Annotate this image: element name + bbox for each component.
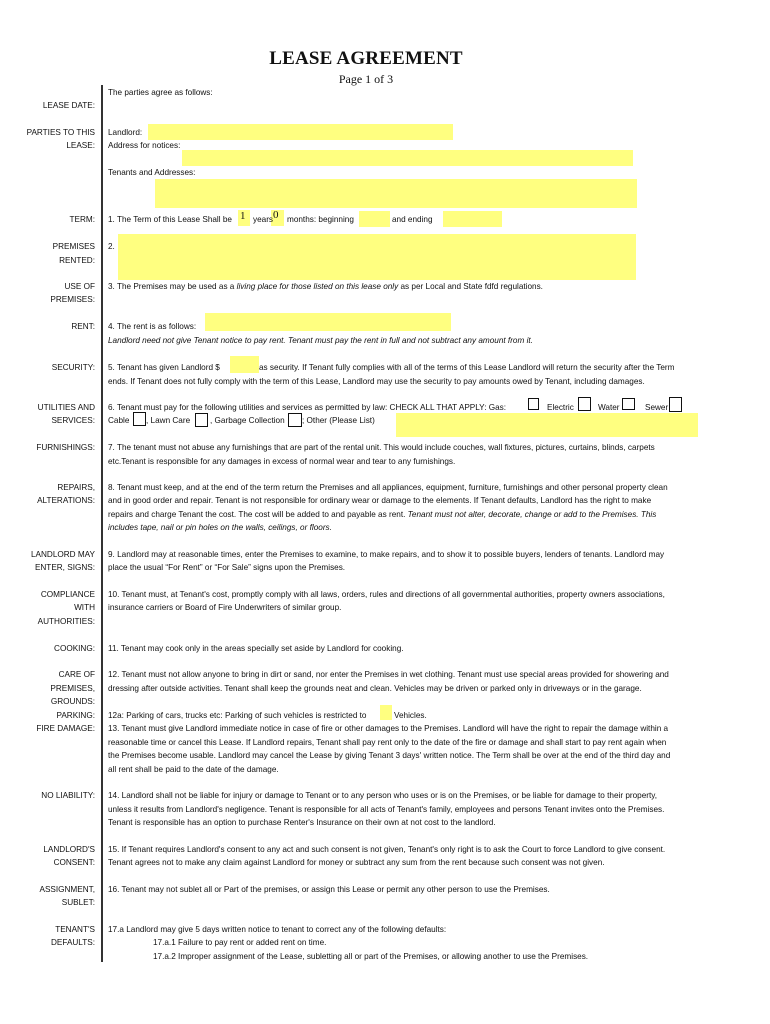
label-parking: PARKING:: [56, 711, 95, 720]
compliance-text-1: 10. Tenant must, at Tenant's cost, promptly comply with all laws, orders, rules and directions of all governmental authorities, property owners associations,: [108, 590, 665, 599]
label-repairs-2: ALTERATIONS:: [37, 496, 95, 505]
fire-text-3: the Premises become usable. Landlord may cancel the Lease by giving Tenant 3 days' written notice. The Term shall be over at the end of the third day and: [108, 751, 671, 760]
label-consent-2: CONSENT:: [53, 858, 95, 867]
label-enter-2: ENTER, SIGNS:: [34, 563, 95, 572]
term-years-label: years: [253, 215, 274, 224]
repairs-text-3: repairs and charge Tenant the cost. The cost will be added to and payable as rent. Tenant must not alter, decorate, change or add to the Premises. This: [108, 510, 657, 519]
label-parties-2: LEASE:: [66, 141, 95, 150]
furnishings-text-2: etc.Tenant is responsible for any damages in excess of normal wear and tear to any furnishings.: [108, 457, 456, 466]
label-defaults-2: DEFAULTS:: [51, 938, 95, 947]
label-care: CARE OF: [58, 670, 95, 679]
label-compliance-2: WITH: [74, 603, 95, 612]
no-liability-text-2: unless it results from Landlord's negligence. Tenant is responsible for all acts of Tenant's family, employees and persons Tenant invites onto the Premises.: [108, 805, 665, 814]
use-text: 3. The Premises may be used as a living place for those listed on this lease only as per Local and State fdfd regulations.: [108, 282, 543, 291]
label-compliance: COMPLIANCE: [40, 590, 95, 599]
months-value: 0: [273, 209, 279, 221]
security-text: 5. Tenant has given Landlord $: [108, 363, 220, 372]
address-field[interactable]: [182, 150, 633, 166]
label-compliance-3: AUTHORITIES:: [37, 617, 95, 626]
label-security: SECURITY:: [51, 363, 95, 372]
landlord-field[interactable]: [148, 124, 453, 140]
enter-text-2: place the usual “For Rent” or “For Sale” signs upon the Premises.: [108, 563, 346, 572]
garbage-checkbox[interactable]: [288, 413, 302, 427]
label-lease-date: LEASE DATE:: [42, 101, 95, 110]
rent-field[interactable]: [205, 313, 451, 331]
other-utilities-field[interactable]: [396, 413, 698, 437]
label-use-2: PREMISES:: [50, 295, 95, 304]
parking-text: 12a: Parking of cars, trucks etc: Parking of such vehicles is restricted to: [108, 711, 367, 720]
assignment-text: 16. Tenant may not sublet all or Part of the premises, or assign this Lease or permit any other person to use the Premises.: [108, 885, 550, 894]
label-furnishings: FURNISHINGS:: [36, 443, 95, 452]
label-repairs: REPAIRS,: [57, 483, 95, 492]
label-rent: RENT:: [71, 322, 95, 331]
tenants-field[interactable]: [155, 179, 637, 208]
label-defaults: TENANT'S: [55, 925, 95, 934]
garbage-label: , Garbage Collection: [210, 416, 285, 425]
rent-notice: Landlord need not give Tenant notice to pay rent. Tenant must pay the rent in full and not subtract any amount from it.: [108, 336, 533, 345]
no-liability-text-1: 14. Landlord shall not be liable for injury or damage to Tenant or to any person who uses or is on the Premises, or be liable for damage to their property,: [108, 791, 658, 800]
security-amount-field[interactable]: [230, 356, 259, 373]
fire-text-1: 13. Tenant must give Landlord immediate notice in case of fire or other damages to the Premises. Landlord will have the right to repair the damage within a: [108, 724, 669, 733]
lawn-label: , Lawn Care: [146, 416, 191, 425]
tenants-label: Tenants and Addresses:: [108, 168, 196, 177]
care-text-2: dressing after outside activities. Tenant shall keep the grounds neat and clean. Vehicles may be driven or parked only in driveways or in the garage.: [108, 684, 642, 693]
parking-text-b: Vehicles.: [394, 711, 427, 720]
label-utilities: UTILITIES AND: [37, 403, 95, 412]
furnishings-text-1: 7. The tenant must not abuse any furnishings that are part of the rental unit. This would include couches, wall fixtures, pictures, curtains, blinds, carpets: [108, 443, 655, 452]
label-utilities-2: SERVICES:: [51, 416, 95, 425]
rent-text: 4. The rent is as follows:: [108, 322, 197, 331]
defaults-text-3: 17.a.2 Improper assignment of the Lease, subletting all or part of the Premises, or allowing another to use the Premises.: [153, 952, 589, 961]
address-label: Address for notices:: [108, 141, 181, 150]
label-premises-2: RENTED:: [59, 256, 95, 265]
label-premises: PREMISES: [52, 242, 95, 251]
premises-number: 2.: [108, 242, 115, 251]
label-care-2: PREMISES,: [50, 684, 95, 693]
repairs-text-4: includes tape, nail or pin holes on the walls, ceilings, or floors.: [108, 523, 332, 532]
sewer-checkbox[interactable]: [669, 397, 682, 412]
label-assignment: ASSIGNMENT,: [39, 885, 95, 894]
water-label: Water: [598, 403, 620, 412]
document-title: LEASE AGREEMENT: [269, 48, 463, 69]
premises-field[interactable]: [118, 234, 636, 280]
landlord-label: Landlord:: [108, 128, 143, 137]
security-text-b: as security. If Tenant fully complies with all of the terms of this Lease Landlord will return the security after the Term: [259, 363, 675, 372]
margin-divider: [101, 85, 103, 962]
repairs-text-2: and in good order and repair. Tenant is not responsible for ordinary wear or damage to the elements. If Tenant defaults, Landlord has the right to make: [108, 496, 652, 505]
label-assignment-2: SUBLET:: [61, 898, 95, 907]
sewer-label: Sewer: [645, 403, 669, 412]
consent-text-2: Tenant agrees not to make any claim against Landlord for money or subtract any sum from the rent because such consent was not given.: [108, 858, 605, 867]
vehicle-count-field[interactable]: [380, 705, 392, 720]
compliance-text-2: insurance carriers or Board of Fire Underwriters of similar group.: [108, 603, 342, 612]
no-liability-text-3: Tenant is responsible has an option to purchase Renter's Insurance on their own at not cost to the landlord.: [108, 818, 496, 827]
label-enter: LANDLORD MAY: [31, 550, 95, 559]
years-value: 1: [240, 210, 246, 222]
electric-label: Electric: [547, 403, 574, 412]
label-no-liability: NO LIABILITY:: [41, 791, 95, 800]
label-care-3: GROUNDS:: [50, 697, 95, 706]
label-parties: PARTIES TO THIS: [26, 128, 95, 137]
term-months-label: months: beginning: [287, 215, 354, 224]
water-checkbox[interactable]: [622, 398, 635, 410]
label-term: TERM:: [69, 215, 95, 224]
label-fire: FIRE DAMAGE:: [36, 724, 95, 733]
label-cooking: COOKING:: [54, 644, 95, 653]
cooking-text: 11. Tenant may cook only in the areas specially set aside by Landlord for cooking.: [108, 644, 404, 653]
term-text-a: 1. The Term of this Lease Shall be: [108, 215, 232, 224]
utilities-text: 6. Tenant must pay for the following utilities and services as permitted by law: CHECK ALL THAT APPLY: Gas:: [108, 403, 507, 412]
end-date-field[interactable]: [443, 211, 502, 227]
defaults-text-2: 17.a.1 Failure to pay rent or added rent on time.: [153, 938, 327, 947]
intro-text: The parties agree as follows:: [108, 88, 213, 97]
cable-label: Cable: [108, 416, 130, 425]
care-text-1: 12. Tenant must not allow anyone to bring in dirt or sand, nor enter the Premises in wet clothing. Tenant must use special areas provided for showering and: [108, 670, 669, 679]
security-text-c: ends. If Tenant does not fully comply with the term of this Lease, Landlord may use the security to pay amounts owed by Tenant, including damages.: [108, 377, 645, 386]
term-text: [108, 213, 232, 226]
electric-checkbox[interactable]: [578, 397, 591, 411]
page-indicator: Page 1 of 3: [338, 72, 394, 86]
label-consent: LANDLORD'S: [43, 845, 95, 854]
cable-checkbox[interactable]: [133, 412, 146, 426]
gas-checkbox[interactable]: [528, 398, 539, 410]
label-use: USE OF: [64, 282, 95, 291]
fire-text-2: reasonable time or cancel this Lease. If Landlord repairs, Tenant shall pay rent only to the date of the fire or damage and shall start to pay rent again when: [108, 738, 667, 747]
term-ending-label: and ending: [392, 215, 433, 224]
consent-text-1: 15. If Tenant requires Landlord's consent to any act and such consent is not given, Tenant's only right is to ask the Court to force Landlord to give consent.: [108, 845, 666, 854]
other-label: ; Other (Please List): [302, 416, 375, 425]
fire-text-4: all rent shall be paid to the date of the damage.: [108, 765, 279, 774]
defaults-text-1: 17.a Landlord may give 5 days written notice to tenant to correct any of the following defaults:: [108, 925, 447, 934]
enter-text-1: 9. Landlord may at reasonable times, enter the Premises to examine, to make repairs, and to show it to possible buyers, lenders of tenants. Landlord may: [108, 550, 665, 559]
repairs-text-1: 8. Tenant must keep, and at the end of the term return the Premises and all appliances, equipment, furniture, furnishings and other personal property clean: [108, 483, 668, 492]
lawn-care-checkbox[interactable]: [195, 413, 208, 427]
start-date-field[interactable]: [359, 211, 390, 227]
